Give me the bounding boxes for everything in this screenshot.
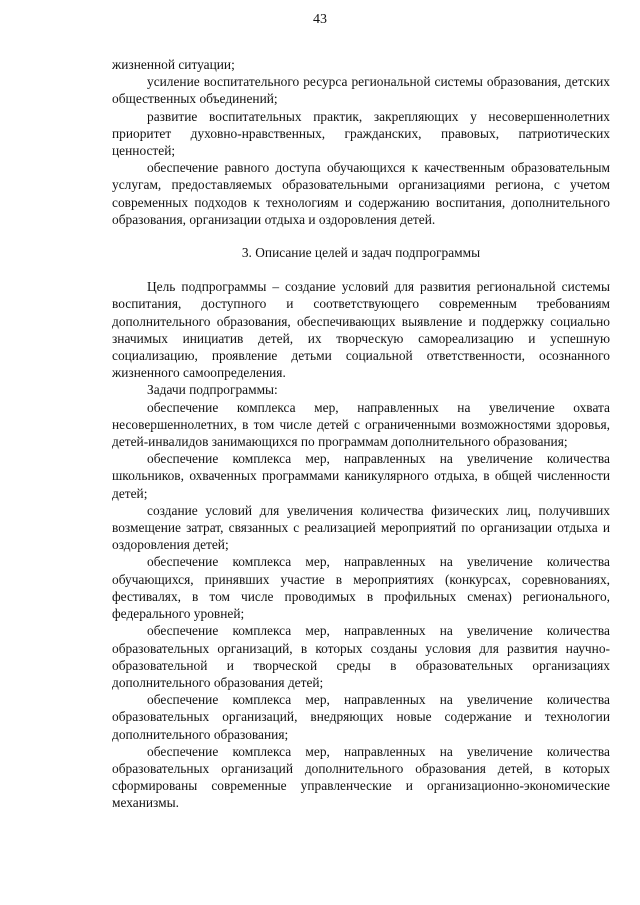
task-item: обеспечение комплекса мер, направленных на увеличение охвата несовершеннолетних, в том числе детей с ограниченными возможностями здоровья, детей-инвалидов занимающихся по программам дополнительного образования;: [112, 399, 610, 450]
task-item: обеспечение комплекса мер, направленных на увеличение количества образовательных организаций дополнительного образования детей, в которых сформированы современные управленческие и организационно-экономические механизмы.: [112, 743, 610, 811]
paragraph-continuation: жизненной ситуации;: [112, 57, 235, 72]
goal-paragraph: Цель подпрограммы – создание условий для развития региональной системы воспитания, доступного и соответствующего современным требованиям дополнительного образования, обеспечивающих выявление и поддержку социально значимых инициатив детей, их творческую самореализацию и успешную социализацию, проявление детьми социальной ответственности, осознанного жизненного самоопределения.: [112, 279, 610, 381]
paragraph: развитие воспитательных практик, закрепляющих у несовершеннолетних приоритет духовно-нравственных, гражданских, правовых, патриотических ценностей;: [112, 108, 610, 159]
task-item: обеспечение комплекса мер, направленных на увеличение количества образовательных организаций, внедряющих новые содержание и технологии дополнительного образования;: [112, 692, 610, 742]
task-item: обеспечение комплекса мер, направленных на увеличение количества образовательных организаций, в которых созданы условия для развития научно-образовательной и творческой среды в образовательных организациях дополнительного образования детей;: [112, 623, 610, 690]
page-number: 43: [313, 12, 327, 27]
document-body: [112, 56, 610, 812]
paragraph: усиление воспитательного ресурса региональной системы образования, детских общественных объединений;: [112, 74, 610, 107]
task-item: обеспечение комплекса мер, направленных на увеличение количества школьников, охваченных программами каникулярного отдыха, в общей численности детей;: [112, 451, 610, 501]
paragraph: обеспечение равного доступа обучающихся к качественным образовательным услугам, предоставляемых образовательными организациями региона, с учетом современных подходов к технологиям и содержанию воспитания, дополнительного образования, организации отдыха и оздоровления детей.: [112, 160, 610, 227]
task-item: обеспечение комплекса мер, направленных на увеличение количества обучающихся, принявших участие в мероприятиях (конкурсах, соревнованиях, фестивалях, в том числе проводимых в профильных сменах) регионального, федерального уровней;: [112, 554, 610, 622]
tasks-label: Задачи подпрограммы:: [147, 382, 278, 398]
section-heading: 3. Описание целей и задач подпрограммы: [241, 245, 481, 261]
task-item: создание условий для увеличения количества физических лиц, получивших возмещение затрат, связанных с реализацией мероприятий по организации отдыха и оздоровления детей;: [112, 502, 610, 553]
